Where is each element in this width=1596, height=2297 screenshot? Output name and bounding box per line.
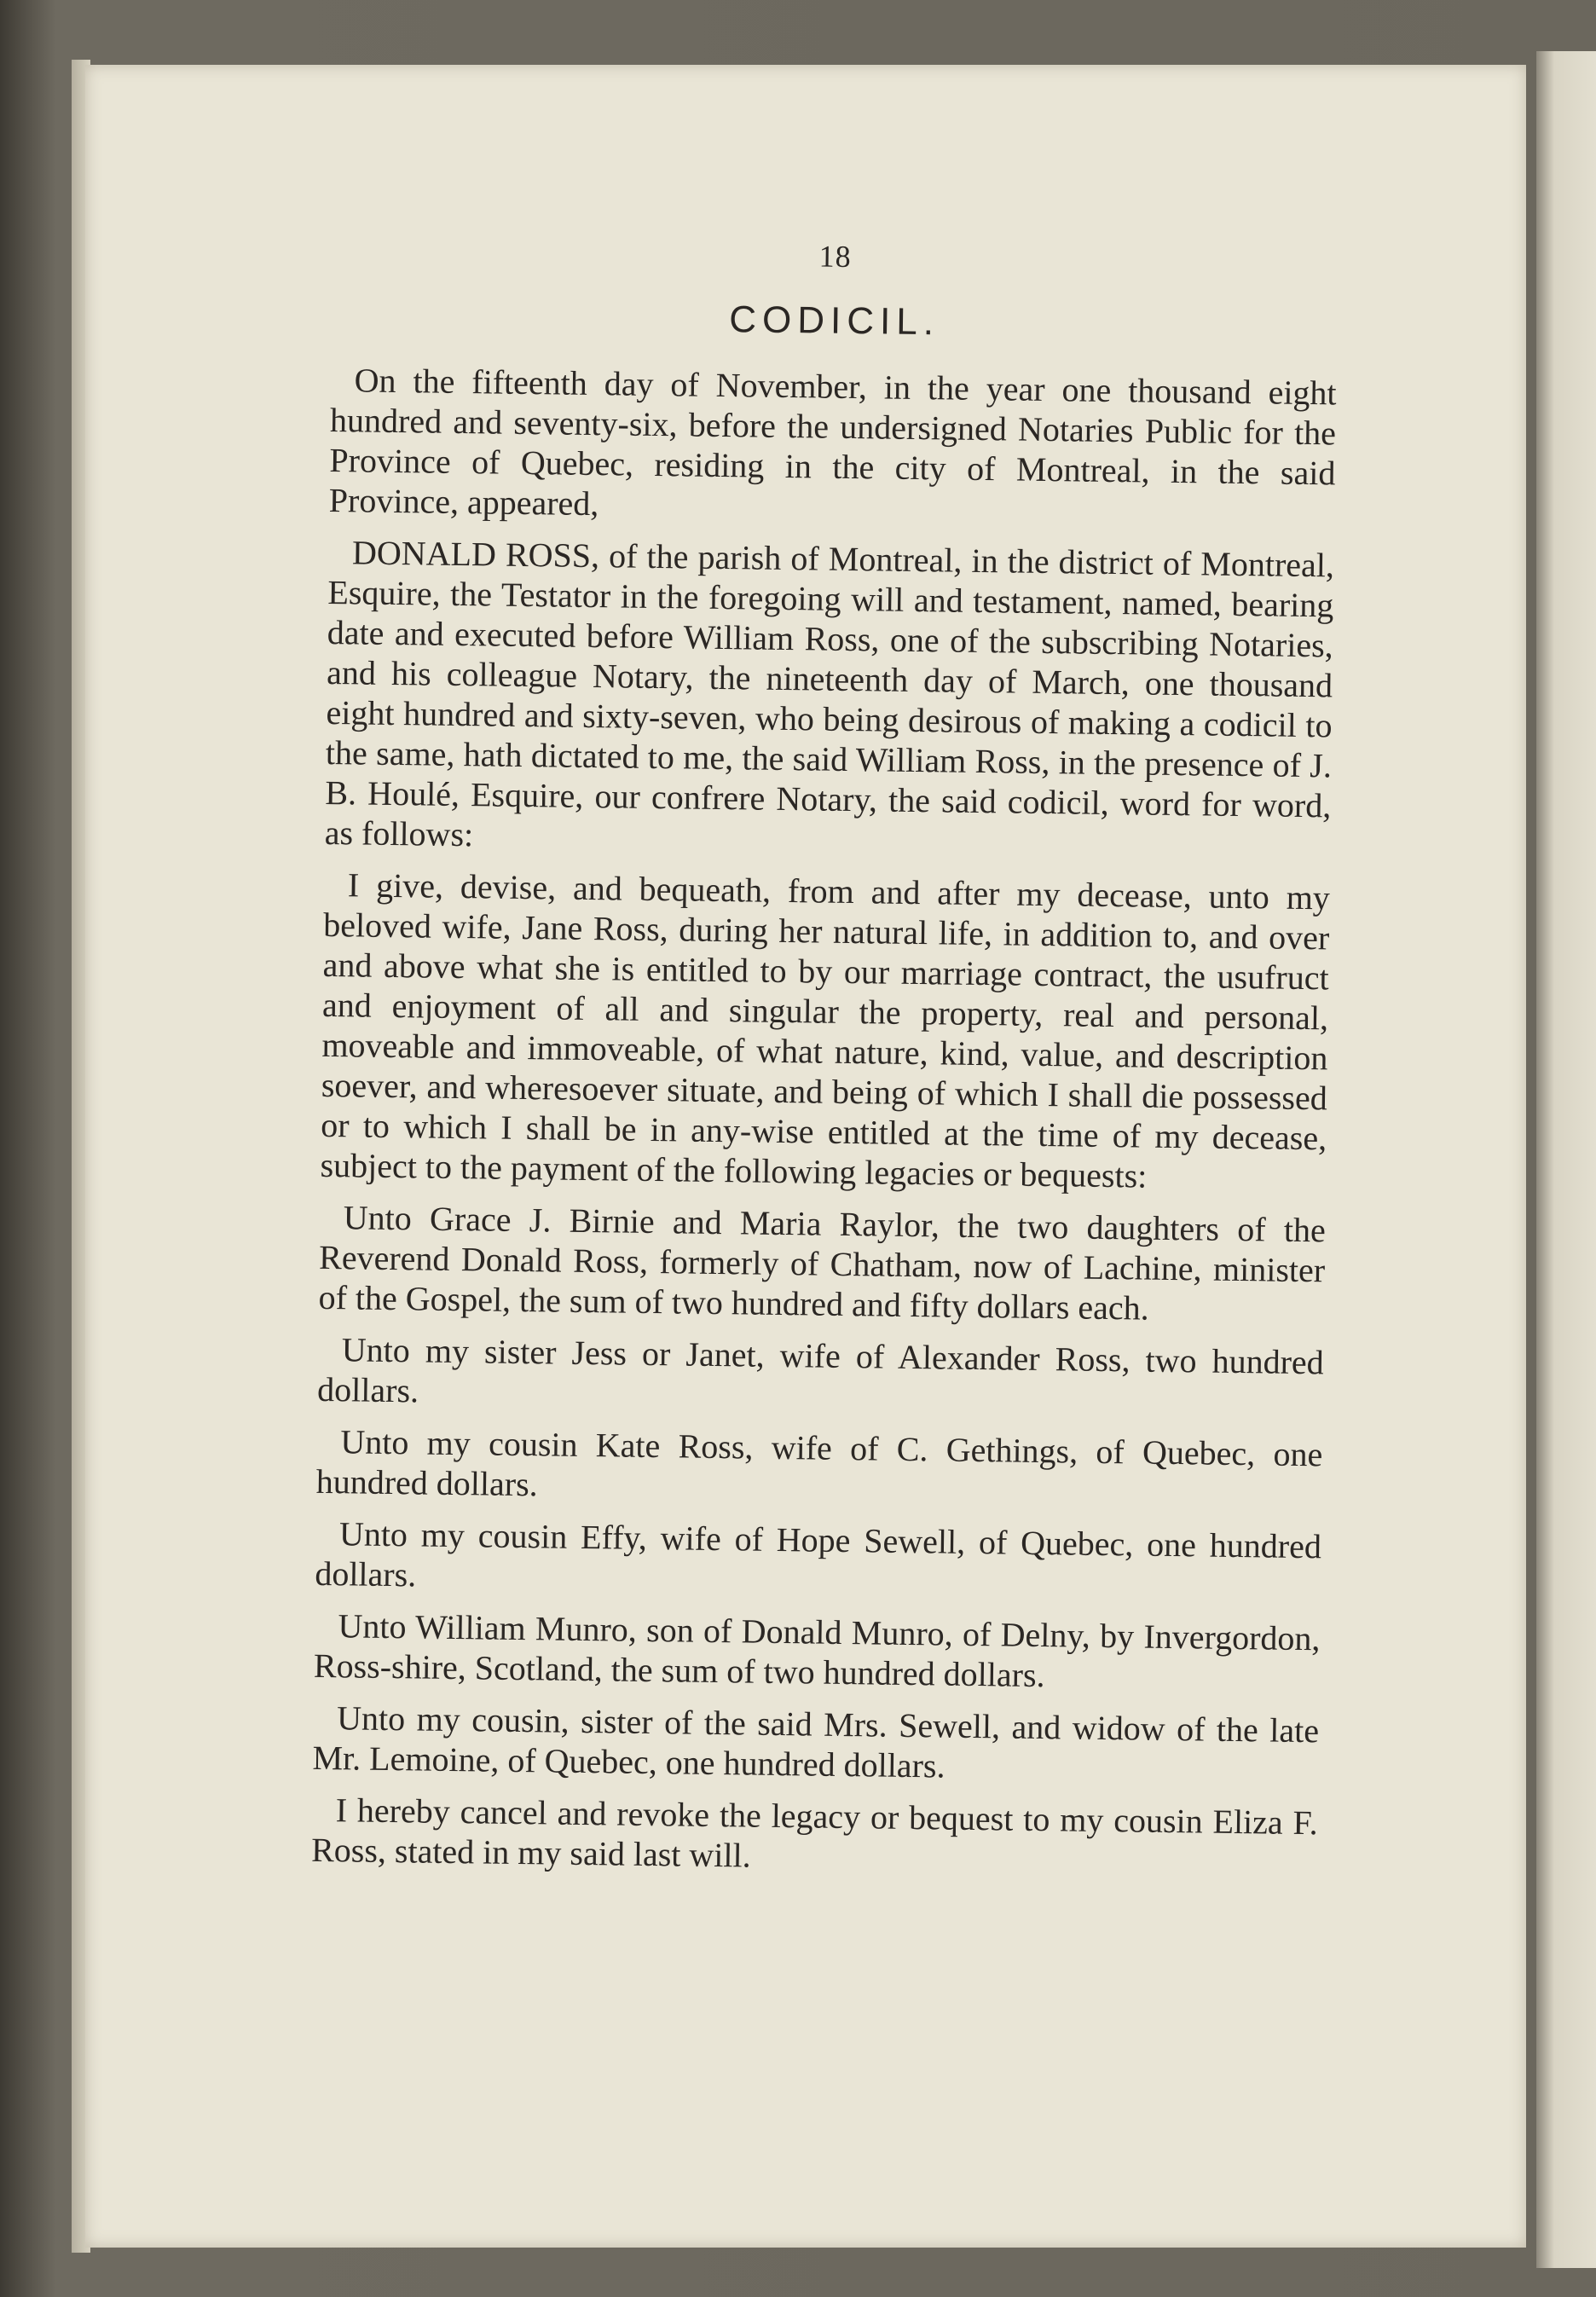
paragraph-legacy-birnie-raylor: Unto Grace J. Birnie and Maria Raylor, the two daughters of the Reverend Donald Ross, formerly of Chatham, now of Lachine, minister of the Gospel, the sum of two hundred and fifty dollars each. xyxy=(318,1198,1327,1328)
page-number: 18 xyxy=(818,239,852,274)
paragraph-legacy-munro: Unto William Munro, son of Donald Munro, of Delny, by Invergordon, Ross-shire, Scotland, the sum of two hundred dollars. xyxy=(313,1606,1321,1695)
paragraph-legacy-effy: Unto my cousin Effy, wife of Hope Sewell, of Quebec, one hundred dollars. xyxy=(315,1514,1322,1594)
page-content xyxy=(311,230,1339,1895)
paragraph-intro: On the fifteenth day of November, in the year one thousand eight hundred and seventy-six, before the undersigned Notaries Public for the Province of Quebec, residing in the city of Montreal, in the said Province, appeared, xyxy=(328,361,1337,524)
paragraph-testator: DONALD ROSS, of the parish of Montreal, in the district of Montreal, Esquire, the Testator in the foregoing will and testament, named, bearing date and executed before William Ross, one of the subscribing Notaries, and his colleague Notary, the nineteenth day of March, one thousand eight hundred and sixty-seven, who being desirous of making a codicil to the same, hath dictated to me, the said William Ross, in the presence of J. B. Houlé, Esquire, our confrere Notary, the said codicil, word for word, as follows: xyxy=(324,533,1335,854)
paragraph-legacy-lemoine: Unto my cousin, sister of the said Mrs. Sewell, and widow of the late Mr. Lemoine, of Quebec, one hundred dollars. xyxy=(312,1698,1320,1785)
section-heading: CODICIL. xyxy=(728,298,940,344)
adjacent-page-edge xyxy=(1536,51,1596,2268)
paragraph-legacy-sister: Unto my sister Jess or Janet, wife of Alexander Ross, two hundred dollars. xyxy=(316,1330,1325,1410)
paragraph-legacy-kate-ross: Unto my cousin Kate Ross, wife of C. Gethings, of Quebec, one hundred dollars. xyxy=(315,1422,1323,1504)
paragraph-bequest-wife: I give, devise, and bequeath, from and after my decease, unto my beloved wife, Jane Ross, during her natural life, in addition to, and over and above what she is entitled to by our marriage contract, the usufruct and enjoyment of all and singular the property, real and personal, moveable and immoveable, of what nature, kind, value, and description soever, and wheresoever situate, and being of which I shall die possessed or to which I shall be in any-wise entitled at the time of my decease, subject to the payment of the following legacies or bequests: xyxy=(320,865,1331,1195)
paragraph-revocation: I hereby cancel and revoke the legacy or bequest to my cousin Eliza F. Ross, stated in my said last will. xyxy=(310,1791,1318,1875)
